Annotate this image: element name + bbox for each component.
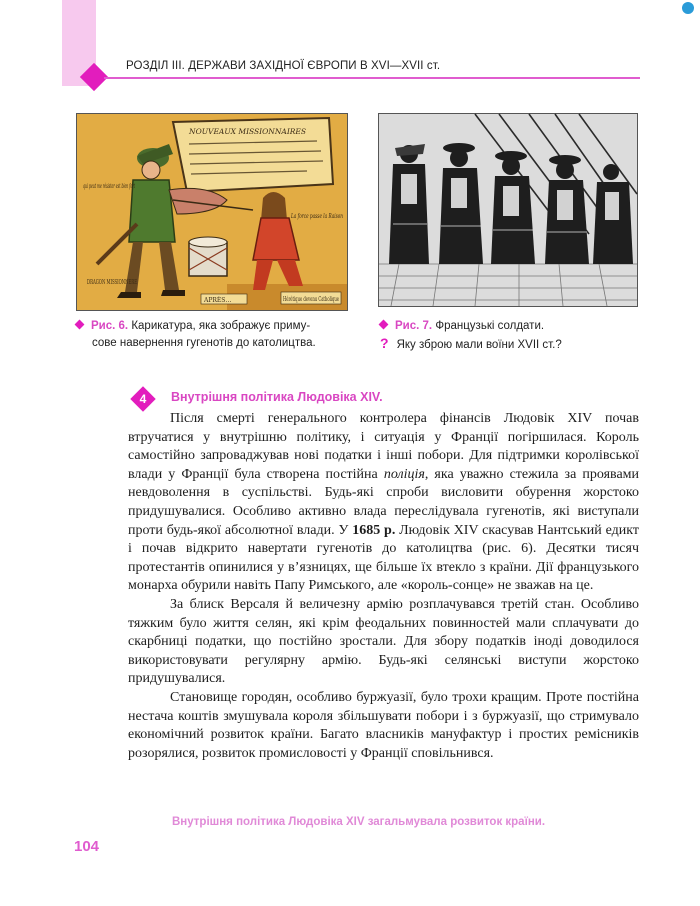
paragraph-1-part-a: Після смерті генерального контролера фінансів Людовік XIV почав втручатися у внутрішню політику, і ситуація у Франції погіршилася. Король самостійно запроваджував нові податки і інші побори. Для підтримки королівської влади у Франції була створена постійна	[128, 411, 639, 482]
page-number: 104	[74, 838, 100, 855]
figure-6-caption	[92, 318, 354, 352]
section-number-badge	[130, 386, 156, 412]
question-mark-icon: ?	[380, 335, 389, 351]
figure-7-label: Рис. 7.	[395, 320, 433, 332]
figure-6-caricature	[76, 113, 348, 311]
paragraph-1-part-c: Людовік XIV скасував Нантський едикт і почав відкрито навертати гугенотів до католицтва (рис. 6). Десятки тисяч протестантів опинилися у в’язницях, ще більше їх втекло з країни. Дії французького монарха обурили навіть Папу Римського, але «король-сонце» не зважав на це.	[128, 522, 640, 594]
figure-6-caption-line1: Карикатура, яка зображує приму-	[131, 320, 311, 332]
figure-6-caption-line2: сове навернення гугенотів до католицтва.	[92, 337, 316, 349]
figure-7-question: Яку зброю мали воїни XVII ст.?	[396, 339, 562, 351]
caption-diamond-icon	[379, 320, 389, 330]
section-number: 4	[139, 392, 147, 406]
publisher-logo-icon	[682, 2, 694, 14]
fig6-right-caption: La force passe la Raison	[290, 212, 343, 220]
figure-7-caption-text: Французькі солдати.	[435, 320, 545, 332]
fig6-heretique-label: Hérétique devenu Catholique	[283, 296, 340, 303]
fig6-banner-title: NOUVEAUX MISSIONNAIRES	[189, 127, 307, 136]
fig6-dragon-label: DRAGON MISSIONNERE	[87, 278, 138, 286]
paragraph-3: Становище городян, особливо буржуазії, було трохи кращим. Проте постійна нестача коштів змушувала короля збільшувати побори і з буржуазії, що стримувало економічний розвиток країни. Багато власників мануфактур і простих ремісників розорялися, розвиток промисловості у Франції сповільнився.	[128, 689, 639, 761]
paragraph-1-part-b: , яка уважно стежила за проявами невдоволення в суспільстві. Будь-які спроби висловити обурення жорстоко придушувалися. Особливо активно влада переслідувала гугенотів, які виступали проти будь-якої абсолютної влади. У	[128, 466, 640, 538]
year-1685: 1685 р.	[352, 522, 396, 538]
figure-6-label: Рис. 6.	[91, 320, 129, 332]
section-summary: Внутрішня політика Людовіка XIV загальмувала розвиток країни.	[172, 816, 546, 828]
term-police: поліція	[383, 466, 425, 482]
figure-7-caption	[380, 318, 640, 354]
fig6-left-caption: qui peut me résister est bien fort	[83, 182, 136, 190]
fig6-apres-label: APRÈS…	[204, 297, 232, 304]
section-title: Внутрішня політика Людовіка XIV.	[171, 390, 383, 404]
figure-7-soldiers	[378, 113, 638, 307]
paragraph-1	[128, 410, 639, 596]
paragraph-2: За блиск Версаля й величезну армію розплачувався третій стан. Особливо тяжким було життя селян, які крім феодальних повинностей мали сплачувати до скарбниці податки, що постійно зростали. Для збору податків іноді доводилося використовувати регулярну армію. Будь-які селянські виступи жорстоко придушувалися.	[128, 596, 639, 687]
section-body	[128, 410, 639, 763]
header-rule	[104, 77, 640, 79]
caption-diamond-icon	[75, 320, 85, 330]
chapter-header: РОЗДІЛ ІІІ. ДЕРЖАВИ ЗАХІДНОЇ ЄВРОПИ В XVI—XVII ст.	[126, 60, 441, 72]
